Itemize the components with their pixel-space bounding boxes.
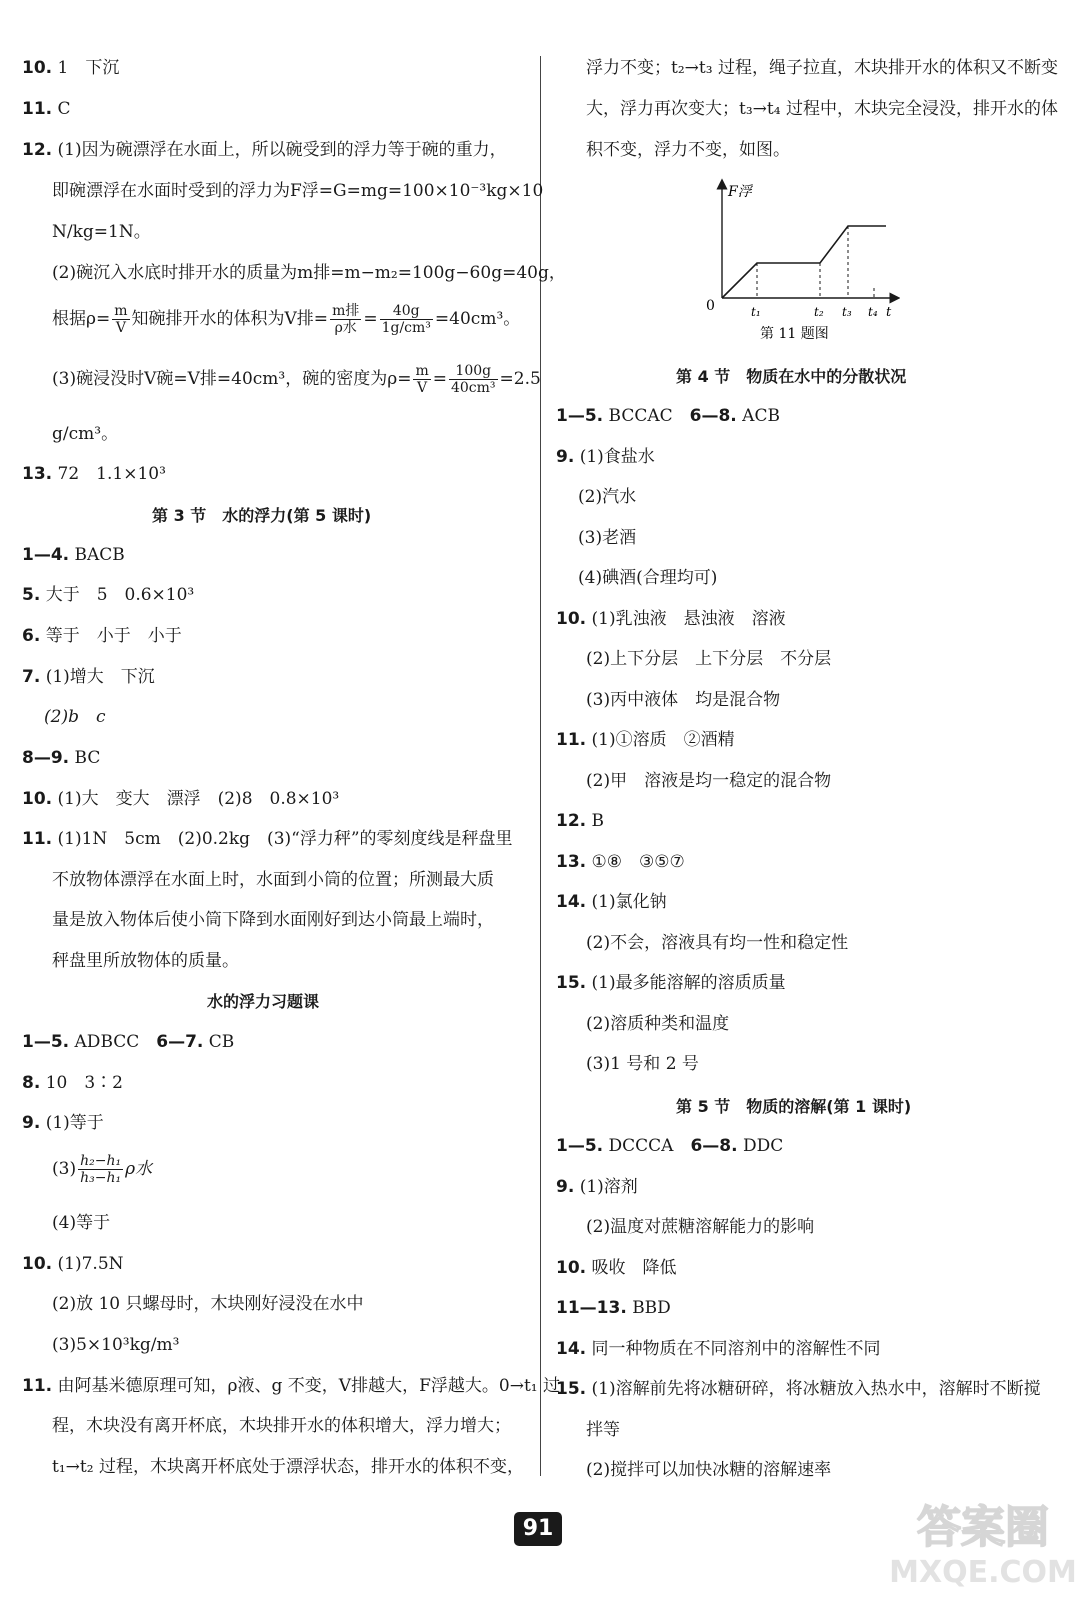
s5-answer-14: 14. 同一种物质在不同溶剂中的溶解性不同: [556, 1339, 881, 1359]
fraction-40g-over-density: $\frac{40g}{\text{1g/cm³}}$: [381, 303, 431, 336]
r-continue-3: 积不变，浮力不变，如图。: [586, 140, 790, 160]
answer-12-line6: (3)碗浸没时V碗=V排=40cm³，碗的密度为ρ= $\frac{m}{V}$ = $\frac{100g}{\text{40cm³}}$ =2.5: [52, 363, 541, 396]
watermark-top: 答案圈: [917, 1502, 1049, 1553]
tick-t3: t₃: [842, 305, 852, 319]
fraction-h-ratio: $\frac{\text{h₂−h₁}}{\text{h₃−h₁}}$: [80, 1153, 122, 1186]
s4-answer-10c: (3)丙中液体 均是混合物: [586, 690, 781, 710]
answer-12-line1: 12. (1)因为碗漂浮在水面上，所以碗受到的浮力等于碗的重力，: [22, 140, 507, 160]
s4-answer-11b: (2)甲 溶液是均一稳定的混合物: [586, 771, 832, 791]
s5-answer-9: 9. (1)溶剂: [556, 1177, 638, 1197]
s4-answer-11: 11. (1)①溶质 ②酒精: [556, 730, 735, 750]
practice-heading: 水的浮力习题课: [207, 992, 320, 1011]
px-answer-10: 10. (1)7.5N: [22, 1254, 124, 1274]
s3-answer-10: 10. (1)大 变大 漂浮 (2)8 0.8×10³: [22, 789, 340, 809]
s3-answer-11b: 不放物体漂浮在水面上时，水面到小筒的位置；所测最大质: [52, 870, 494, 890]
s4-answer-12: 12. B: [556, 811, 605, 831]
s4-answer-9: 9. (1)食盐水: [556, 447, 655, 467]
s4-answer-15: 15. (1)最多能溶解的溶质质量: [556, 973, 786, 993]
s3-answer-11d: 秤盘里所放物体的质量。: [52, 951, 239, 971]
px-answer-9: 9. (1)等于: [22, 1113, 104, 1133]
fraction-100g-over-40cm3: $\frac{100g}{\text{40cm³}}$: [450, 363, 496, 396]
graph-caption: 第 11 题图: [760, 326, 829, 342]
s5-answer-1-8: 1—5. DCCCA 6—8. DDC: [556, 1136, 784, 1156]
s3-answer-11c: 量是放入物体后使小筒下降到水面刚好到达小筒最上端时，: [52, 910, 494, 930]
s5-answer-10: 10. 吸收 降低: [556, 1258, 677, 1278]
s3-answer-1-4: 1—4. BACB: [22, 545, 125, 565]
s4-answer-9b: (2)汽水: [578, 487, 637, 507]
section-5-heading: 第 5 节 物质的溶解(第 1 课时): [676, 1097, 912, 1116]
s3-answer-7: 7. (1)增大 下沉: [22, 667, 155, 687]
tick-t1: t₁: [751, 305, 761, 319]
s4-answer-1-8: 1—5. BCCAC 6—8. ACB: [556, 406, 780, 426]
answer-12-line3: N/kg=1N。: [52, 222, 151, 242]
answer-10: 10. 1 下沉: [22, 58, 120, 78]
s3-answer-11: 11. (1)1N 5cm (2)0.2kg (3)“浮力秤”的零刻度线是秤盘里: [22, 829, 513, 849]
px-answer-10c: (3)5×10³kg/m³: [52, 1335, 180, 1355]
s4-answer-14: 14. (1)氯化钠: [556, 892, 667, 912]
s4-answer-10: 10. (1)乳浊液 悬浊液 溶液: [556, 609, 786, 629]
px-answer-11c: t₁→t₂ 过程，木块离开杯底处于漂浮状态，排开水的体积不变，: [52, 1457, 524, 1477]
px-answer-10b: (2)放 10 只螺母时，木块刚好浸没在水中: [52, 1294, 364, 1314]
s3-answer-7b: (2)b c: [44, 707, 106, 727]
fraction-m-over-v-2: $\frac{m}{V}$: [415, 363, 429, 396]
px-answer-8: 8. 10 3∶2: [22, 1073, 123, 1093]
answer-13: 13. 72 1.1×10³: [22, 464, 166, 484]
answer-12-line5: 根据ρ= $\frac{m}{V}$ 知碗排开水的体积为V排= $\frac{\text{m排}}{\text{ρ水}}$ = $\frac{40g}{\text{1g/cm³}}$ =40cm³。: [52, 303, 521, 336]
s4-answer-9c: (3)老酒: [578, 528, 637, 548]
section-3-heading: 第 3 节 水的浮力(第 5 课时): [152, 506, 372, 525]
s4-answer-15b: (2)溶质种类和温度: [586, 1014, 730, 1034]
s3-answer-8-9: 8—9. BC: [22, 748, 101, 768]
s4-answer-10b: (2)上下分层 上下分层 不分层: [586, 649, 832, 669]
y-axis-label: F浮: [728, 184, 752, 200]
answer-11: 11. C: [22, 99, 71, 119]
px-answer-11: 11. 由阿基米德原理可知，ρ液、g 不变，V排越大，F浮越大。0→t₁ 过: [22, 1376, 560, 1396]
watermark-bottom: MXQE.COM: [889, 1555, 1077, 1590]
tick-t2: t₂: [814, 305, 824, 319]
page-number: 91: [514, 1512, 562, 1546]
px-answer-1-7: 1—5. ADBCC 6—7. CB: [22, 1032, 235, 1052]
s3-answer-6: 6. 等于 小于 小于: [22, 626, 182, 646]
s5-answer-15: 15. (1)溶解前先将冰糖研碎，将冰糖放入热水中，溶解时不断搅: [556, 1379, 1041, 1399]
s4-answer-9d: (4)碘酒(合理均可): [578, 568, 718, 588]
s3-answer-5: 5. 大于 5 0.6×10³: [22, 585, 195, 605]
px-answer-9c: (4)等于: [52, 1213, 111, 1233]
fraction-m-over-v: $\frac{m}{V}$: [114, 303, 128, 336]
buoyancy-time-graph: [700, 178, 900, 348]
answer-12-line4: (2)碗沉入水底时排开水的质量为m排=m−m₂=100g−60g=40g，: [52, 263, 566, 283]
s5-answer-11-13: 11—13. BBD: [556, 1298, 671, 1318]
buoyancy-curve: [722, 226, 886, 298]
x-axis-label: t: [886, 305, 892, 320]
px-answer-11b: 程，木块没有离开杯底，木块排开水的体积增大，浮力增大；: [52, 1416, 511, 1436]
px-answer-9b: (3) $\frac{\text{h₂−h₁}}{\text{h₃−h₁}}$ ρ水: [52, 1153, 153, 1186]
s4-answer-13: 13. ①⑧ ③⑤⑦: [556, 852, 685, 872]
answer-12-line7: g/cm³。: [52, 424, 119, 444]
s5-answer-9b: (2)温度对蔗糖溶解能力的影响: [586, 1217, 815, 1237]
answer-12-line2: 即碗漂浮在水面时受到的浮力为F浮=G=mg=100×10⁻³kg×10: [52, 181, 544, 201]
r-continue-1: 浮力不变；t₂→t₃ 过程，绳子拉直，木块排开水的体积又不断变: [586, 58, 1058, 78]
origin-label: 0: [706, 298, 715, 314]
watermark-logo: [888, 1490, 1078, 1590]
s5-answer-15c: (2)搅拌可以加快冰糖的溶解速率: [586, 1460, 832, 1480]
s4-answer-14b: (2)不会，溶液具有均一性和稳定性: [586, 933, 849, 953]
r-continue-2: 大，浮力再次变大；t₃→t₄ 过程中，木块完全浸没，排开水的体: [586, 99, 1058, 119]
section-4-heading: 第 4 节 物质在水中的分散状况: [676, 367, 907, 386]
s5-answer-15b: 拌等: [586, 1420, 620, 1440]
fraction-mpai-over-rho: $\frac{\text{m排}}{\text{ρ水}}$: [332, 303, 360, 336]
s4-answer-15c: (3)1 号和 2 号: [586, 1054, 699, 1074]
tick-t4: t₄: [868, 305, 878, 319]
